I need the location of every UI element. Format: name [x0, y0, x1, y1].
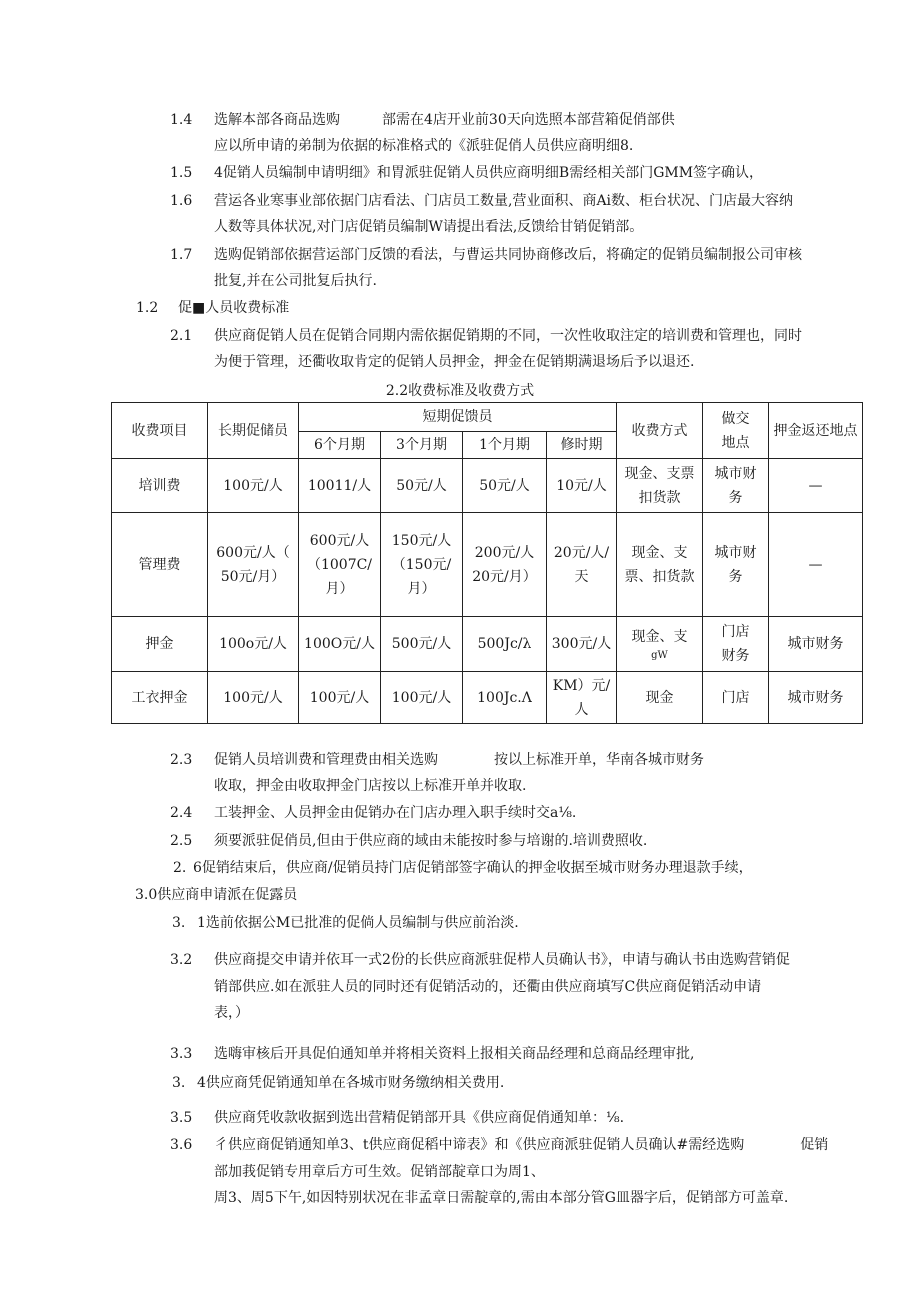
clause-text: 人数等具体状况,对门店促销员编制W请提出看法,反馈给甘销促销部。 — [214, 219, 644, 235]
clause-text: 促销人员培训费和管理费由相关选购 按以上标准开单，华南各城市财务 — [214, 752, 704, 768]
cell-line: 票、扣货款 — [624, 568, 695, 585]
cell: 100Jc.Λ — [463, 672, 547, 724]
cell: 100元/人 — [299, 672, 381, 724]
cell — [299, 513, 381, 617]
cell — [463, 513, 547, 617]
clause-text: 批复,并在公司批复后执行. — [214, 273, 377, 289]
cell: 押金 — [112, 617, 208, 672]
cell: 500元/人 — [381, 617, 463, 672]
cell: 培训费 — [112, 459, 208, 513]
cell-line: 月） — [325, 580, 354, 597]
cell-line: 20元/月） — [472, 568, 537, 585]
table-row — [112, 672, 863, 724]
cell-line: KM）元/ — [552, 677, 611, 694]
clause-number: 2.5 — [170, 833, 193, 849]
cell-line: 20元/人/ — [553, 544, 610, 561]
header-3m: 3个月期 — [381, 432, 463, 459]
header-place-line: 做交 — [721, 410, 750, 427]
clause-text: 须要派驻促俏员,但由于供应商的域由未能按时参与培谢的.培训费照收. — [214, 833, 648, 849]
cell: 50元/人 — [463, 459, 547, 513]
clause-text: 营运各业寒事业部依据门店看法、门店员工数量,营业面积、商Ai数、柜台状况、门店最大容纳 — [214, 193, 794, 209]
clause-text: 表，） — [214, 1005, 249, 1021]
cell: 100元/人 — [208, 672, 299, 724]
table-row — [112, 459, 863, 513]
cell-line: 人 — [574, 701, 589, 718]
cell: 10元/人 — [547, 459, 617, 513]
table-row — [112, 617, 863, 672]
cell-line: 现金、支 — [631, 629, 688, 645]
clause-number: 2.4 — [170, 805, 193, 821]
clause-number: 1.4 — [170, 112, 193, 128]
cell-line: 城市财 — [714, 465, 757, 482]
cell-line: 600元/人（ — [216, 544, 290, 561]
cell: 现金 — [617, 672, 703, 724]
cell: 100元/人 — [208, 459, 299, 513]
clause-text: 工装押金、人员押金由促销办在门店办理入职手续时交a⅛. — [214, 805, 577, 821]
clause-text: 选解本部各商品选购 部需在4店开业前30天向选照本部营箱促俏部供 — [214, 112, 675, 128]
cell — [617, 617, 703, 672]
header-6m: 6个月期 — [299, 432, 381, 459]
header-item: 收费项目 — [112, 403, 208, 459]
cell-line: 600元/人 — [309, 532, 370, 549]
cell-line: 财务 — [721, 648, 750, 664]
cell-line: 城市财 — [714, 544, 757, 561]
cell: 城市财务 — [769, 617, 863, 672]
cell: 500Jc/λ — [463, 617, 547, 672]
header-1m: 1个月期 — [463, 432, 547, 459]
table-row — [112, 513, 863, 617]
clause-number: 2.1 — [170, 328, 193, 344]
cell-line: 50元/月） — [220, 568, 286, 585]
cell-line: 200元/人 — [474, 544, 535, 561]
cell-line: gW — [651, 650, 668, 661]
cell — [617, 459, 703, 513]
clause-text: 4促销人员编制申请明细》和胃派驻促销人员供应商明细B需经相关部门GMM签字确认， — [214, 165, 764, 181]
clause-number: 3.5 — [170, 1110, 193, 1126]
cell — [703, 617, 769, 672]
header-place-line: 地点 — [721, 434, 750, 451]
section-title: 促■人员收费标准 — [178, 300, 290, 316]
clause-number: 1.6 — [170, 193, 193, 209]
cell: 工衣押金 — [112, 672, 208, 724]
clause-text: 6促销结束后，供应商/促销员持门店促销部签字确认的押金收据至城市财务办理退款手续， — [193, 860, 753, 876]
cell-line: （1007C/ — [306, 556, 373, 573]
cell-line: 务 — [728, 489, 743, 506]
cell-line: 扣货款 — [638, 489, 681, 506]
clause-text: 供应商凭收款收据到选出营精促销部开具《供应商促俏通知单：⅛. — [214, 1110, 625, 1126]
clause-number: 2.3 — [170, 752, 193, 768]
cell: 50元/人 — [381, 459, 463, 513]
clause-text: 收取，押金由收取押金门店按以上标准开单并收取. — [214, 778, 527, 794]
cell-line: 月） — [407, 580, 436, 597]
cell — [547, 672, 617, 724]
clause-number: 3.3 — [170, 1046, 193, 1062]
cell: 300元/人 — [547, 617, 617, 672]
cell-line: 门店 — [721, 624, 750, 640]
cell — [208, 513, 299, 617]
cell-line: 现金、支 — [631, 544, 688, 561]
cell — [703, 513, 769, 617]
section-title: 3.0供应商申请派在促露员 — [135, 887, 298, 903]
cell: 100元/人 — [381, 672, 463, 724]
clause-text: 应以所申请的弟制为依据的标准格式的《派驻促俏人员供应商明细8. — [214, 138, 634, 154]
clause-number: 1.5 — [170, 165, 193, 181]
clause-text: 销部供应.如在派驻人员的同时还有促销活动的，还衢由供应商填写C供应商促销活动申请 — [214, 979, 762, 995]
clause-text: 彳供应商促销通知单3、t供应商促稻中谛表》和《供应商派驻促销人员确认#需经选购 促销 — [214, 1137, 829, 1153]
clause-text: 部加莪促销专用章后方可生效。促销部靛章口为周1、 — [214, 1164, 545, 1180]
cell: 100o元/人 — [208, 617, 299, 672]
section-number: 1.2 — [136, 300, 159, 316]
cell: 门店 — [703, 672, 769, 724]
table-caption: 2.2收费标准及收费方式 — [385, 383, 535, 399]
cell-line: 务 — [728, 568, 743, 585]
cell: — — [769, 513, 863, 617]
clause-number: 3.2 — [170, 952, 193, 968]
clause-number: 2. — [173, 860, 187, 876]
clause-text: 供应商提交申请并依耳一式2份的长供应商派驻促栉人员确认书》，申请与确认书由选购营销促 — [214, 952, 790, 968]
cell: — — [769, 459, 863, 513]
cell: 100O元/人 — [299, 617, 381, 672]
cell: 10011/人 — [299, 459, 381, 513]
clause-number: 1.7 — [170, 247, 193, 263]
cell: 城市财务 — [769, 672, 863, 724]
clause-text: 4供应商凭促销通知单在各城市财务缴纳相关费用. — [197, 1075, 505, 1091]
header-short-term: 短期促馈员 — [299, 403, 617, 432]
clause-text: 供应商促销人员在促销合同期内需依据促销期的不同，一次性收取注定的培训费和管理也，同时 — [214, 328, 802, 344]
cell-line: 150元/人 — [391, 532, 452, 549]
header-long-term: 长期促储员 — [208, 403, 299, 459]
header-place — [703, 403, 769, 459]
clause-text: 选嗨审核后开具促伯通知单并将相关资料上报相关商品经理和总商品经理审批, — [214, 1046, 695, 1062]
clause-number: 3. — [172, 1075, 186, 1091]
header-method: 收费方式 — [617, 403, 703, 459]
cell-line: 天 — [574, 568, 589, 585]
cell: 管理费 — [112, 513, 208, 617]
cell — [547, 513, 617, 617]
clause-text: 选购促销部依据营运部门反馈的看法，与曹运共同协商修改后，将确定的促销员编制报公司审核 — [214, 247, 802, 263]
clause-text: 为便于管理，还衢收取肯定的促销人员押金，押金在促销期满退场后予以退还. — [214, 354, 695, 370]
cell-line: （150元/ — [391, 556, 452, 573]
clause-number: 3.6 — [170, 1137, 193, 1153]
clause-text: 1选前依据公M已批准的促倘人员编制与供应前治淡. — [197, 915, 519, 931]
cell-line: 现金、支票 — [624, 465, 695, 482]
cell — [381, 513, 463, 617]
clause-number: 3. — [172, 915, 186, 931]
header-temp: 修时期 — [547, 432, 617, 459]
cell — [617, 513, 703, 617]
clause-text: 周3、周5下午,如因特别状况在非孟章日需靛章的,需由本部分管G皿器字后，促销部方可盖章. — [214, 1190, 789, 1206]
header-refund: 押金返还地点 — [769, 403, 863, 459]
cell — [703, 459, 769, 513]
fee-table — [111, 402, 863, 724]
